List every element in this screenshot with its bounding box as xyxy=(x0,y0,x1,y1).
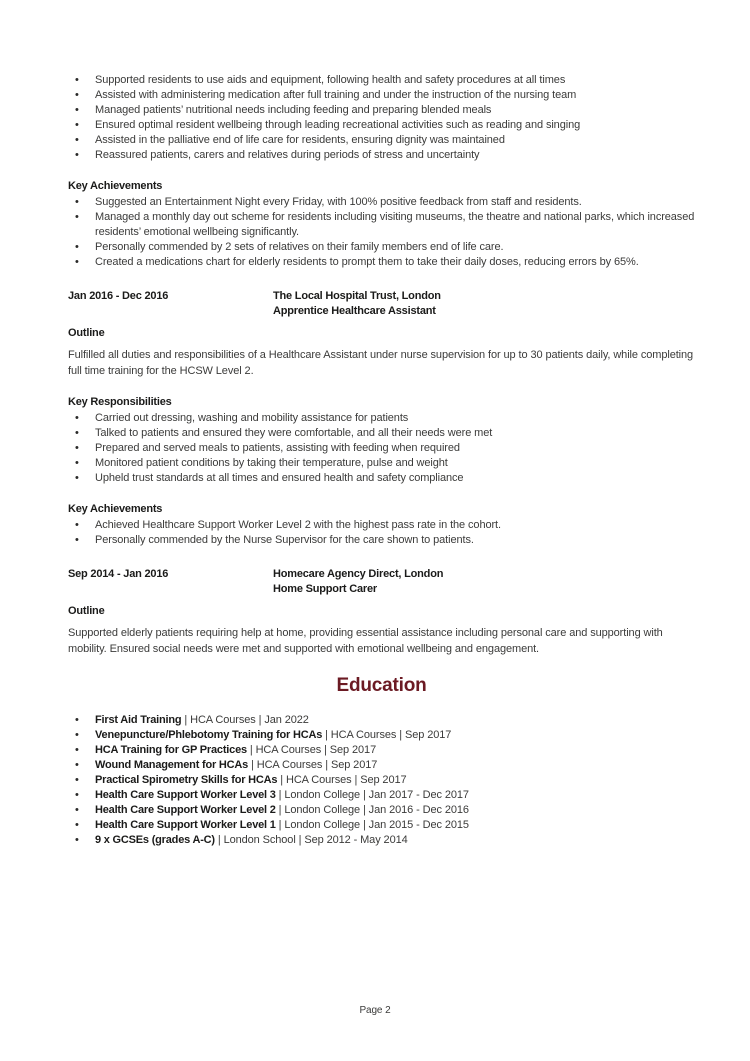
job2-header xyxy=(68,289,695,319)
job3-outline-heading: Outline xyxy=(68,605,105,617)
job2-achievements-heading: Key Achievements xyxy=(68,503,163,515)
degree-details: | London College | Jan 2015 - Dec 2015 xyxy=(275,819,469,831)
job3-role: Home Support Carer xyxy=(273,583,377,595)
degree-name: Practical Spirometry Skills for HCAs xyxy=(95,774,278,786)
job3-header xyxy=(68,567,695,597)
list-item: • Personally commended by 2 sets of relatives on their family members end of life care. xyxy=(68,240,695,255)
list-item: • Monitored patient conditions by taking their temperature, pulse and weight xyxy=(68,456,695,471)
education-item xyxy=(68,788,695,803)
degree-name: First Aid Training xyxy=(95,714,182,726)
degree-details: | HCA Courses | Sep 2017 xyxy=(246,744,377,756)
job3-company: Homecare Agency Direct, London xyxy=(273,568,444,580)
education-item xyxy=(68,758,695,773)
degree-name: Venepuncture/Phlebotomy Training for HCAs xyxy=(95,729,323,741)
education-section-title: Education xyxy=(336,675,427,696)
list-item: • Suggested an Entertainment Night every Friday, with 100% positive feedback from staff and residents. xyxy=(68,195,695,210)
page-number-footer: Page 2 xyxy=(359,1005,391,1016)
list-item: • Personally commended by the Nurse Supervisor for the care shown to patients. xyxy=(68,533,695,548)
list-item: • Managed patients’ nutritional needs including feeding and preparing blended meals xyxy=(68,103,695,118)
job1-achievements-heading: Key Achievements xyxy=(68,180,163,192)
education-item xyxy=(68,728,695,743)
job3-outline-text: Supported elderly patients requiring help at home, providing essential assistance including personal care and supporting with mobility. Ensured social needs were met and supported with emotional wellbeing and engagement. xyxy=(68,627,663,655)
job1-responsibilities-list xyxy=(68,73,695,163)
education-item xyxy=(68,818,695,833)
degree-details: | HCA Courses | Jan 2022 xyxy=(181,714,309,726)
list-item: • Talked to patients and ensured they were comfortable, and all their needs were met xyxy=(68,426,695,441)
job3-org xyxy=(273,567,443,597)
job2-outline-heading: Outline xyxy=(68,327,105,339)
degree-details: | HCA Courses | Sep 2017 xyxy=(277,774,407,786)
degree-name: Health Care Support Worker Level 3 xyxy=(95,789,276,801)
list-item: • Assisted in the palliative end of life care for residents, ensuring dignity was maintained xyxy=(68,133,695,148)
degree-name: 9 x GCSEs (grades A-C) xyxy=(95,834,215,846)
degree-details: | London College | Jan 2016 - Dec 2016 xyxy=(275,804,469,816)
degree-details: | HCA Courses | Sep 2017 xyxy=(322,729,452,741)
education-list xyxy=(68,713,695,848)
list-item: • Ensured optimal resident wellbeing through leading recreational activities such as reading and singing xyxy=(68,118,695,133)
job2-responsibilities-list xyxy=(68,411,695,486)
list-item: • Created a medications chart for elderly residents to prompt them to take their daily doses, reducing errors by 65%. xyxy=(68,255,695,270)
job3-dates: Sep 2014 - Jan 2016 xyxy=(68,568,169,580)
list-item: • Supported residents to use aids and equipment, following health and safety procedures at all times xyxy=(68,73,695,88)
list-item: • Assisted with administering medication after full training and under the instruction of the nursing team xyxy=(68,88,695,103)
degree-details: | HCA Courses | Sep 2017 xyxy=(248,759,378,771)
education-item xyxy=(68,833,695,848)
job2-org xyxy=(273,289,441,319)
list-item: • Upheld trust standards at all times and ensured health and safety compliance xyxy=(68,471,695,486)
job2-role: Apprentice Healthcare Assistant xyxy=(273,305,436,317)
degree-name: Health Care Support Worker Level 2 xyxy=(95,804,276,816)
education-item xyxy=(68,713,695,728)
degree-details: | London College | Jan 2017 - Dec 2017 xyxy=(275,789,469,801)
job1-achievements-list xyxy=(68,195,695,270)
degree-details: | London School | Sep 2012 - May 2014 xyxy=(214,834,408,846)
education-item xyxy=(68,773,695,788)
job2-responsibilities-heading: Key Responsibilities xyxy=(68,396,172,408)
job2-dates: Jan 2016 - Dec 2016 xyxy=(68,290,169,302)
job2-outline-text: Fulfilled all duties and responsibilities of a Healthcare Assistant under nurse supervision for up to 30 patients daily, while completing full time training for the HCSW Level 2. xyxy=(68,349,694,377)
list-item: • Managed a monthly day out scheme for residents including visiting museums, the theatre and national parks, which increased residents’ emotional wellbeing significantly. xyxy=(68,210,695,240)
degree-name: Wound Management for HCAs xyxy=(95,759,249,771)
job2-achievements-list xyxy=(68,518,695,548)
education-item xyxy=(68,803,695,818)
job2-company: The Local Hospital Trust, London xyxy=(273,290,441,302)
list-item: • Prepared and served meals to patients, assisting with feeding when required xyxy=(68,441,695,456)
list-item: • Carried out dressing, washing and mobility assistance for patients xyxy=(68,411,695,426)
education-item xyxy=(68,743,695,758)
degree-name: HCA Training for GP Practices xyxy=(95,744,247,756)
list-item: • Achieved Healthcare Support Worker Level 2 with the highest pass rate in the cohort. xyxy=(68,518,695,533)
degree-name: Health Care Support Worker Level 1 xyxy=(95,819,276,831)
list-item: • Reassured patients, carers and relatives during periods of stress and uncertainty xyxy=(68,148,695,163)
